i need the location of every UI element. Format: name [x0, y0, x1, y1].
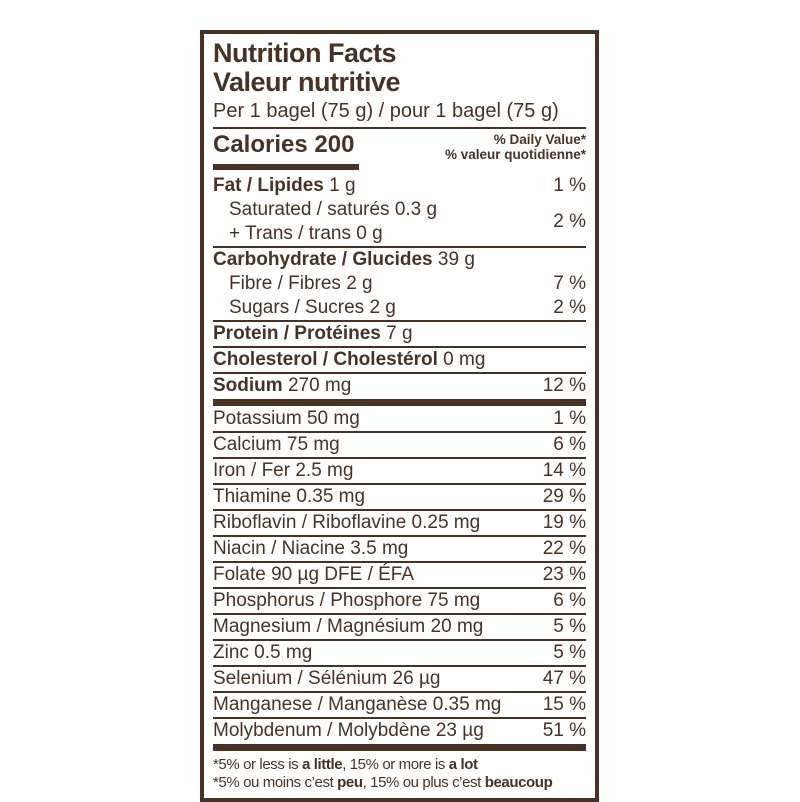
- micronutrient-dv: 6 %: [553, 434, 586, 455]
- saturated-trans-group: [213, 198, 586, 246]
- calories-number: 200: [314, 131, 355, 158]
- micronutrient-row: [213, 613, 586, 639]
- fibre-dv: 7 %: [553, 273, 586, 294]
- micronutrient-row: [213, 717, 586, 743]
- sodium-name: Sodium 270 mg: [213, 375, 352, 396]
- protein-name: Protein / Protéines 7 g: [213, 323, 413, 344]
- micronutrient-row: [213, 407, 586, 431]
- title-french: Valeur nutritive: [213, 67, 401, 97]
- protein-row: [213, 322, 586, 346]
- micronutrient-row: [213, 457, 586, 483]
- micronutrient-row: [213, 431, 586, 457]
- micronutrient-name: Niacin / Niacine 3.5 mg: [213, 538, 409, 559]
- thick-bar-above-footnotes: [213, 744, 586, 751]
- micronutrient-row: [213, 639, 586, 665]
- micronutrient-dv: 19 %: [542, 512, 586, 533]
- micronutrient-name: Potassium 50 mg: [213, 408, 360, 429]
- micronutrient-name: Zinc 0.5 mg: [213, 642, 313, 663]
- micronutrient-dv: 51 %: [542, 720, 586, 741]
- trans-fat-row: + Trans / trans 0 g: [229, 223, 383, 244]
- saturated-fat-row: Saturated / saturés 0.3 g: [229, 199, 438, 220]
- micronutrient-dv: 29 %: [542, 486, 586, 507]
- serving-size: Per 1 bagel (75 g) / pour 1 bagel (75 g): [213, 100, 559, 122]
- saturated-trans-dv: 2 %: [553, 211, 586, 232]
- fat-dv: 1 %: [553, 175, 586, 196]
- fibre-name: Fibre / Fibres 2 g: [229, 273, 373, 294]
- fat-row: [213, 174, 586, 198]
- sodium-row: [213, 374, 586, 398]
- daily-value-header-en: % Daily Value*: [493, 132, 586, 147]
- micronutrient-name: Selenium / Sélénium 26 µg: [213, 668, 441, 689]
- sugars-dv: 2 %: [553, 297, 586, 318]
- micronutrient-name: Thiamine 0.35 mg: [213, 486, 366, 507]
- footnote-french: *5% ou moins c’est peu, 15% ou plus c’est beaucoup: [213, 774, 553, 791]
- micronutrient-name: Riboflavin / Riboflavine 0.25 mg: [213, 512, 481, 533]
- micronutrient-name: Calcium 75 mg: [213, 434, 340, 455]
- calories-underline-bar: [213, 164, 359, 170]
- micronutrient-row: [213, 691, 586, 717]
- fat-name: Fat / Lipides 1 g: [213, 175, 356, 196]
- calories-row: [213, 129, 586, 162]
- micronutrient-row: [213, 509, 586, 535]
- daily-value-header-fr: % valeur quotidienne*: [444, 147, 586, 162]
- cholesterol-row: [213, 348, 586, 372]
- fibre-row: [213, 272, 586, 296]
- title-english: Nutrition Facts: [213, 38, 397, 68]
- micronutrient-name: Phosphorus / Phosphore 75 mg: [213, 590, 481, 611]
- footnote-english: *5% or less is a little, 15% or more is a lot: [213, 756, 478, 773]
- micronutrient-row: [213, 535, 586, 561]
- sodium-dv: 12 %: [542, 375, 586, 396]
- micronutrient-row: [213, 483, 586, 509]
- sugars-name: Sugars / Sucres 2 g: [229, 297, 396, 318]
- daily-value-header: [445, 132, 586, 162]
- micronutrient-dv: 5 %: [553, 642, 586, 663]
- micronutrient-dv: 6 %: [553, 590, 586, 611]
- micronutrient-row: [213, 665, 586, 691]
- footnotes: [213, 752, 586, 792]
- micronutrient-row: [213, 587, 586, 613]
- nutrition-facts-label: [200, 30, 599, 802]
- cholesterol-name: Cholesterol / Cholestérol 0 mg: [213, 349, 486, 370]
- micronutrient-dv: 5 %: [553, 616, 586, 637]
- carbohydrate-name: Carbohydrate / Glucides 39 g: [213, 249, 475, 270]
- thick-bar-under-sodium: [213, 399, 586, 406]
- micronutrient-table: [213, 407, 586, 743]
- calories-label: Calories: [213, 131, 308, 158]
- calories-value: [213, 132, 354, 158]
- micronutrient-dv: 1 %: [553, 408, 586, 429]
- micronutrient-name: Iron / Fer 2.5 mg: [213, 460, 354, 481]
- micronutrient-name: Folate 90 µg DFE / ÉFA: [213, 564, 415, 585]
- micronutrient-row: [213, 561, 586, 587]
- sugars-row: [213, 296, 586, 320]
- micronutrient-dv: 15 %: [542, 694, 586, 715]
- carbohydrate-row: [213, 248, 586, 272]
- micronutrient-name: Magnesium / Magnésium 20 mg: [213, 616, 484, 637]
- micronutrient-dv: 14 %: [542, 460, 586, 481]
- micronutrient-name: Molybdenum / Molybdène 23 µg: [213, 720, 484, 741]
- micronutrient-name: Manganese / Manganèse 0.35 mg: [213, 694, 502, 715]
- micronutrient-dv: 22 %: [542, 538, 586, 559]
- micronutrient-dv: 47 %: [542, 668, 586, 689]
- micronutrient-dv: 23 %: [542, 564, 586, 585]
